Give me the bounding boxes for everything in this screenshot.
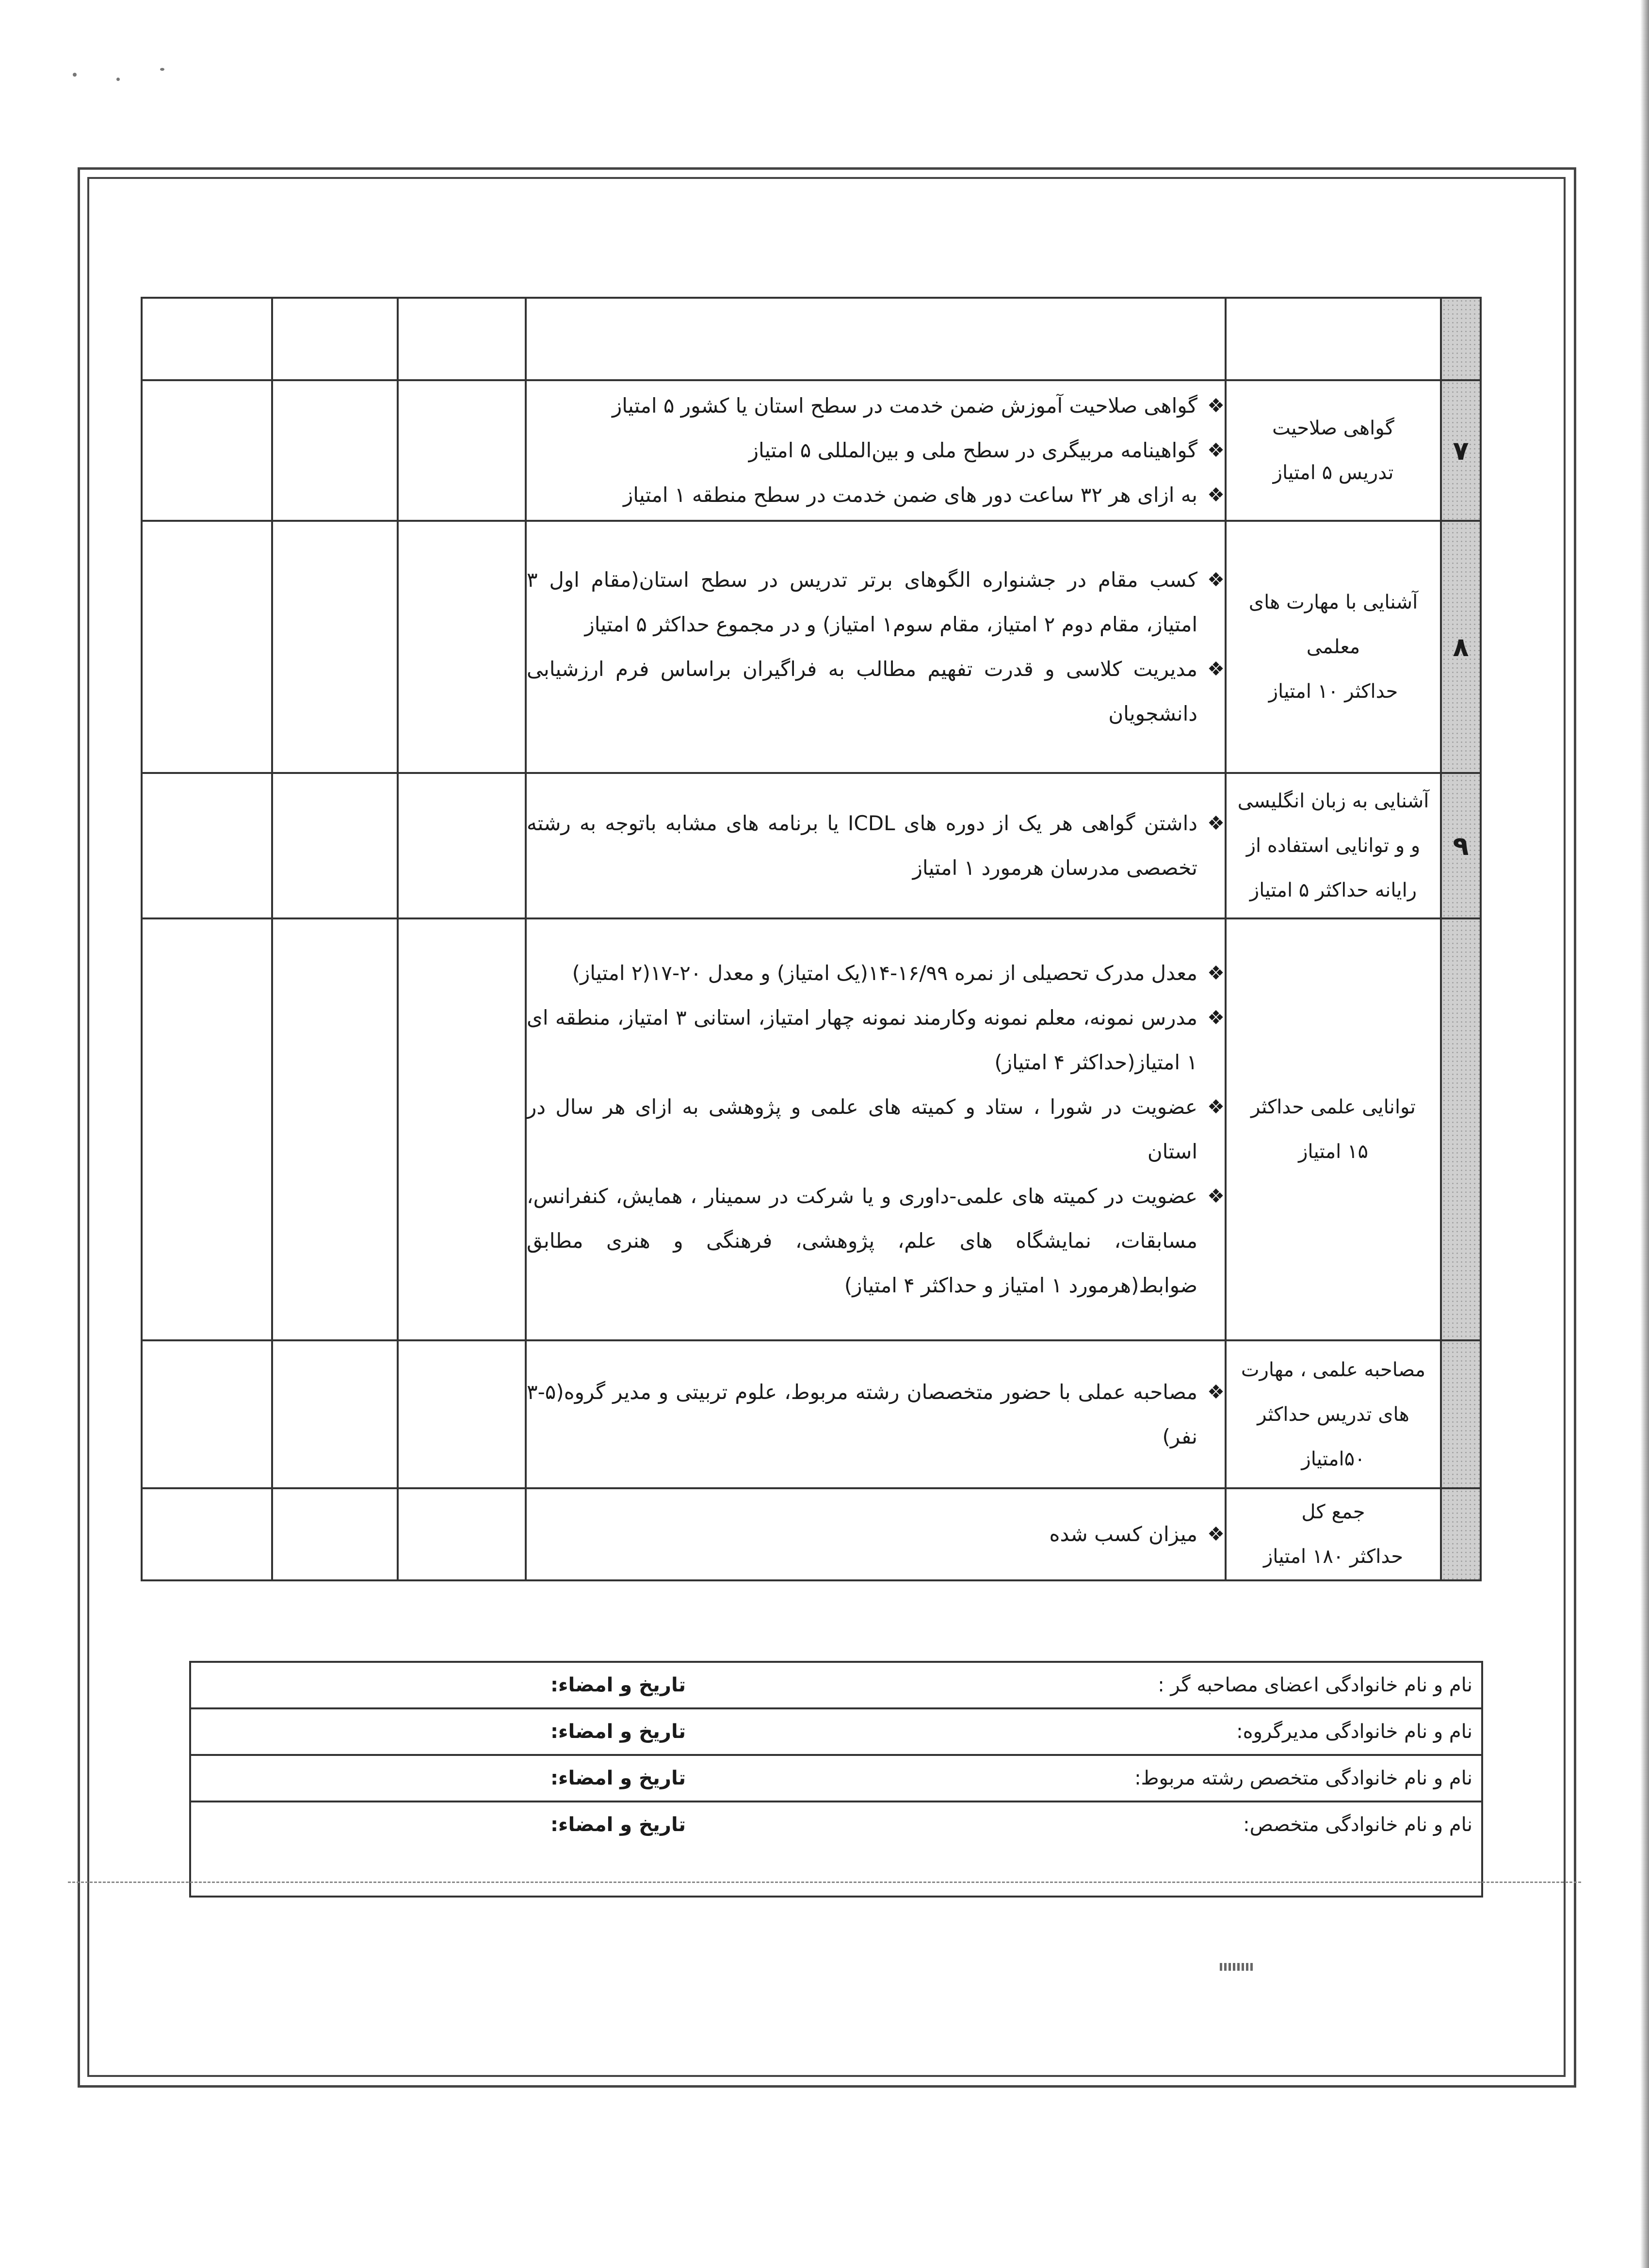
score-cell bbox=[398, 298, 526, 380]
criterion-item-text: عضویت در شورا ، ستاد و کمیته های علمی و پژوهشی به ازای هر سال در استان bbox=[527, 1095, 1197, 1163]
criterion-item-text: عضویت در کمیته های علمی-داوری و یا شرکت در سمینار ، همایش، کنفرانس، مسابقات، نمایشگاه های علم، پژوهشی، فرهنگی و هنری مطابق ضوابط(هرمورد ۱ امتیاز و حداکثر ۴ امتیاز) bbox=[527, 1184, 1197, 1297]
row-number bbox=[1441, 918, 1481, 1340]
score-cell bbox=[272, 380, 398, 521]
criteria-row bbox=[142, 773, 1481, 918]
score-cell bbox=[272, 1340, 398, 1488]
criterion-description bbox=[526, 298, 1226, 380]
criteria-row bbox=[142, 1340, 1481, 1488]
criteria-row bbox=[142, 1488, 1481, 1580]
signature-row bbox=[191, 1663, 1481, 1709]
scan-edge bbox=[1640, 0, 1649, 2268]
score-cell bbox=[398, 521, 526, 773]
signature-row bbox=[191, 1709, 1481, 1756]
criterion-title-line: و و توانایی استفاده از bbox=[1246, 835, 1421, 857]
criterion-item-text: مدیریت کلاسی و قدرت تفهیم مطالب به فراگیران براساس فرم ارزشیابی دانشجویان bbox=[527, 657, 1197, 725]
score-cell bbox=[272, 918, 398, 1340]
criterion-title-line: آشنایی به زبان انگلیسی bbox=[1237, 790, 1429, 812]
diamond-bullet-icon: ❖ bbox=[1207, 962, 1225, 984]
criterion-item bbox=[527, 801, 1225, 890]
scan-speck bbox=[160, 68, 164, 71]
criterion-title-line: جمع کل bbox=[1301, 1501, 1365, 1523]
criterion-item bbox=[527, 1512, 1225, 1557]
date-signature-label: تاریخ و امضاء: bbox=[550, 1674, 686, 1696]
signer-name-label: نام و نام خانوادگی اعضای مصاحبه گر : bbox=[1158, 1674, 1472, 1696]
signature-row bbox=[191, 1802, 1481, 1847]
score-cell bbox=[142, 918, 272, 1340]
row-number bbox=[1441, 1340, 1481, 1488]
criterion-item-text: به ازای هر ۳۲ ساعت دور های ضمن خدمت در سطح منطقه ۱ امتیاز bbox=[623, 483, 1197, 507]
criteria-row bbox=[142, 298, 1481, 380]
score-cell bbox=[272, 298, 398, 380]
criterion-description bbox=[526, 773, 1226, 918]
criterion-description bbox=[526, 521, 1226, 773]
row-number bbox=[1441, 298, 1481, 380]
score-cell bbox=[272, 773, 398, 918]
diamond-bullet-icon: ❖ bbox=[1207, 484, 1225, 506]
diamond-bullet-icon: ❖ bbox=[1207, 1007, 1225, 1029]
criterion-item-text: مصاحبه عملی با حضور متخصصان رشته مربوط، علوم تربیتی و مدیر گروه(۵-۳ نفر) bbox=[527, 1380, 1197, 1448]
date-signature-label: تاریخ و امضاء: bbox=[550, 1721, 686, 1743]
score-cell bbox=[398, 1488, 526, 1580]
criterion-title bbox=[1226, 918, 1441, 1340]
signer-name-label: نام و نام خانوادگی متخصص رشته مربوط: bbox=[1134, 1767, 1472, 1789]
criterion-item bbox=[527, 1370, 1225, 1459]
diamond-bullet-icon: ❖ bbox=[1207, 569, 1225, 591]
score-cell bbox=[272, 521, 398, 773]
signature-box bbox=[189, 1661, 1483, 1898]
criterion-title-line: تدریس ۵ امتیاز bbox=[1273, 462, 1394, 484]
row-number: ۹ bbox=[1441, 773, 1481, 918]
score-cell bbox=[398, 1340, 526, 1488]
score-cell bbox=[142, 773, 272, 918]
criteria-row bbox=[142, 380, 1481, 521]
row-number: ۷ bbox=[1441, 380, 1481, 521]
criterion-title-line: رایانه حداکثر ۵ امتیاز bbox=[1249, 879, 1417, 901]
criterion-description bbox=[526, 1488, 1226, 1580]
score-cell bbox=[142, 298, 272, 380]
criterion-title bbox=[1226, 1488, 1441, 1580]
scan-speck bbox=[116, 78, 120, 81]
diamond-bullet-icon: ❖ bbox=[1207, 1523, 1225, 1545]
score-cell bbox=[398, 380, 526, 521]
row-number: ۸ bbox=[1441, 521, 1481, 773]
criterion-title-line: حداکثر ۱۸۰ امتیاز bbox=[1263, 1545, 1404, 1568]
criterion-title-line: توانایی علمی حداکثر bbox=[1251, 1096, 1416, 1118]
diamond-bullet-icon: ❖ bbox=[1207, 439, 1225, 462]
date-signature-label: تاریخ و امضاء: bbox=[550, 1767, 686, 1789]
criteria-table bbox=[141, 297, 1482, 1581]
criterion-title bbox=[1226, 773, 1441, 918]
page-mark bbox=[1220, 1963, 1254, 1971]
scan-speck bbox=[73, 73, 77, 77]
criterion-title bbox=[1226, 298, 1441, 380]
criteria-row bbox=[142, 521, 1481, 773]
diamond-bullet-icon: ❖ bbox=[1207, 658, 1225, 680]
criterion-item bbox=[527, 951, 1225, 996]
diamond-bullet-icon: ❖ bbox=[1207, 395, 1225, 417]
signer-name-label: نام و نام خانوادگی متخصص: bbox=[1243, 1814, 1472, 1836]
criterion-description bbox=[526, 918, 1226, 1340]
criterion-item-text: گواهی صلاحیت آموزش ضمن خدمت در سطح استان یا کشور ۵ امتیاز bbox=[612, 394, 1197, 418]
date-signature-label: تاریخ و امضاء: bbox=[550, 1814, 686, 1836]
score-cell bbox=[142, 380, 272, 521]
signer-name-label: نام و نام خانوادگی مدیرگروه: bbox=[1236, 1721, 1472, 1743]
criterion-title-line: گواهی صلاحیت bbox=[1272, 417, 1394, 439]
score-cell bbox=[142, 521, 272, 773]
criterion-title-line: های تدریس حداکثر bbox=[1257, 1403, 1409, 1426]
criterion-title-line: ۵۰امتیاز bbox=[1301, 1448, 1365, 1470]
diamond-bullet-icon: ❖ bbox=[1207, 812, 1225, 835]
score-cell bbox=[142, 1340, 272, 1488]
criterion-item bbox=[527, 428, 1225, 473]
criterion-title-line: آشنایی با مهارت های bbox=[1248, 591, 1418, 613]
criterion-item bbox=[527, 384, 1225, 428]
diamond-bullet-icon: ❖ bbox=[1207, 1096, 1225, 1118]
score-cell bbox=[398, 918, 526, 1340]
criterion-description bbox=[526, 380, 1226, 521]
criterion-item-text: معدل مدرک تحصیلی از نمره ۱۶/۹۹-۱۴(یک امتیاز) و معدل ۲۰-۱۷(۲ امتیاز) bbox=[572, 961, 1197, 985]
scan-dash-line bbox=[68, 1882, 1581, 1883]
score-cell bbox=[272, 1488, 398, 1580]
criterion-item bbox=[527, 473, 1225, 517]
criterion-title bbox=[1226, 1340, 1441, 1488]
row-number bbox=[1441, 1488, 1481, 1580]
criterion-item-text: کسب مقام در جشنواره الگوهای برتر تدریس در سطح استان(مقام اول ۳ امتیاز، مقام دوم ۲ امتیاز، مقام سوم۱ امتیاز) و در مجموع حداکثر ۵ امتیاز bbox=[527, 568, 1197, 636]
criterion-title-line: ۱۵ امتیاز bbox=[1298, 1141, 1368, 1163]
criterion-title-line: حداکثر ۱۰ امتیاز bbox=[1268, 680, 1398, 703]
diamond-bullet-icon: ❖ bbox=[1207, 1185, 1225, 1207]
criteria-row bbox=[142, 918, 1481, 1340]
criterion-title bbox=[1226, 521, 1441, 773]
criterion-item bbox=[527, 1174, 1225, 1308]
criterion-item-text: داشتن گواهی هر یک از دوره های ICDL یا برنامه های مشابه باتوجه به رشته تخصصی مدرسان هرمورد ۱ امتیاز bbox=[527, 811, 1197, 880]
criterion-title-line: معلمی bbox=[1306, 636, 1360, 658]
criterion-item bbox=[527, 996, 1225, 1085]
criterion-item-text: مدرس نمونه، معلم نمونه وکارمند نمونه چهار امتیاز، استانی ۳ امتیاز، منطقه ای ۱ امتیاز(حداکثر ۴ امتیاز) bbox=[527, 1006, 1197, 1074]
criterion-title-line: مصاحبه علمی ، مهارت bbox=[1241, 1358, 1426, 1381]
criterion-item bbox=[527, 558, 1225, 647]
criterion-item bbox=[527, 1085, 1225, 1174]
criterion-item-text: گواهینامه مربیگری در سطح ملی و بین‌المللی ۵ امتیاز bbox=[748, 438, 1197, 462]
criterion-description bbox=[526, 1340, 1226, 1488]
score-cell bbox=[142, 1488, 272, 1580]
diamond-bullet-icon: ❖ bbox=[1207, 1381, 1225, 1403]
criterion-title bbox=[1226, 380, 1441, 521]
criterion-item bbox=[527, 647, 1225, 736]
criterion-item-text: میزان کسب شده bbox=[1049, 1522, 1197, 1546]
signature-row bbox=[191, 1756, 1481, 1802]
score-cell bbox=[398, 773, 526, 918]
